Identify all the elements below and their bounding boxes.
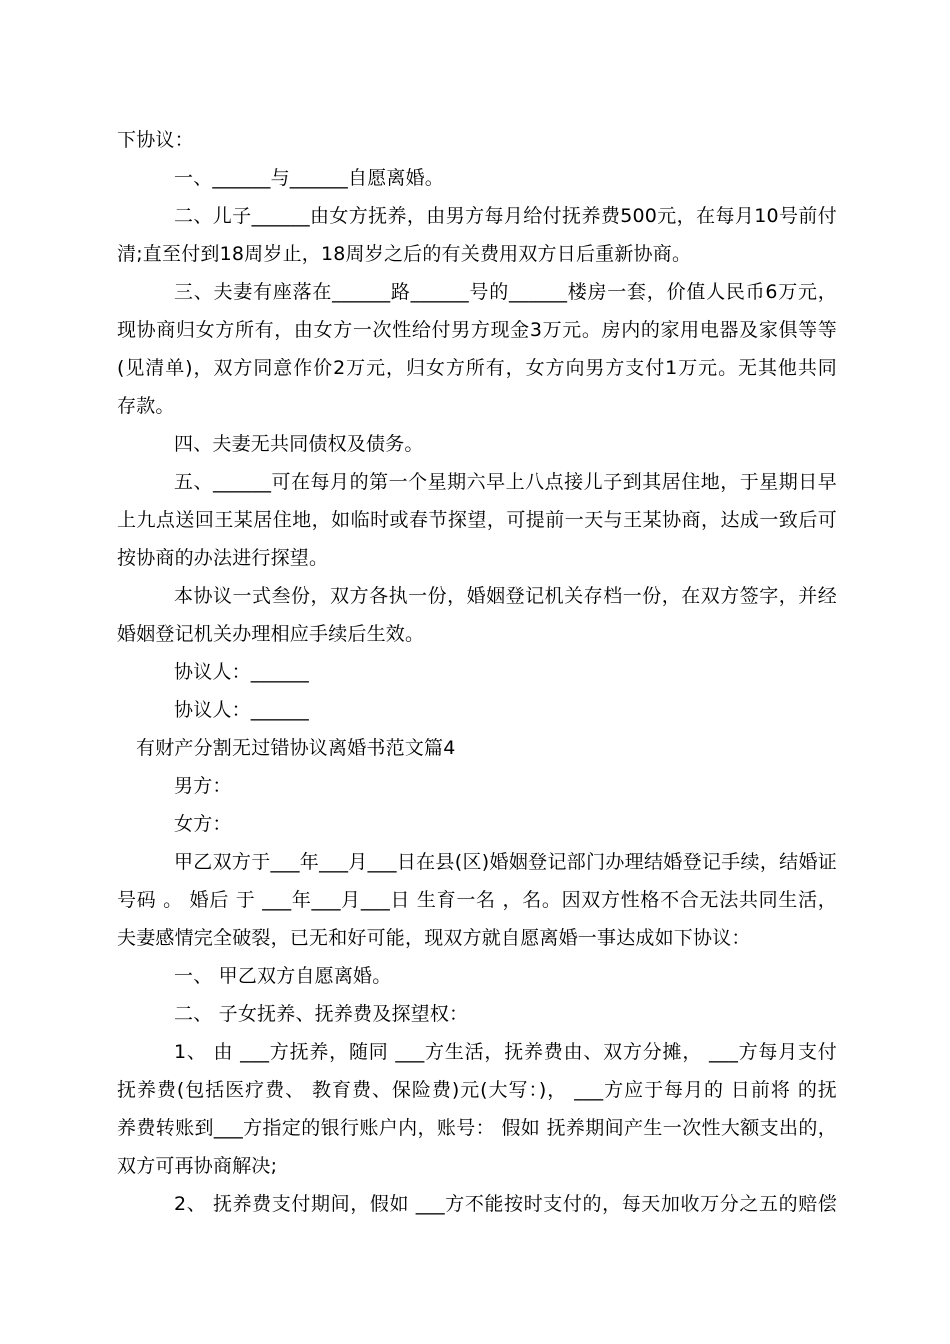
text-line: 号码 。 婚后 于 ___年___月___日 生育一名 ，名。因双方性格不合无法共同生活， (117, 889, 837, 911)
text-line: 清;直至付到18周岁止，18周岁之后的有关费用双方日后重新协商。 (117, 243, 692, 265)
party-label: 男方： (174, 775, 232, 797)
text-line: 存款。 (117, 395, 175, 417)
section-heading: 有财产分割无过错协议离婚书范文篇4 (136, 737, 456, 759)
text-line: 夫妻感情完全破裂，已无和好可能，现双方就自愿离婚一事达成如下协议： (117, 927, 751, 949)
text-line: 二、儿子______由女方抚养，由男方每月给付抚养费500元，在每月10号前付 (174, 205, 837, 227)
text-line: 抚养费(包括医疗费、 教育费、保险费)元(大写：)， ___方应于每月的 日前将 的抚 (117, 1079, 837, 1101)
signature-line: 协议人：______ (174, 699, 310, 721)
text-line: 下协议： (117, 129, 194, 151)
text-line: 三、夫妻有座落在______路______号的______楼房一套，价值人民币6万元， (174, 281, 837, 303)
text-line: 上九点送回王某居住地，如临时或春节探望，可提前一天与王某协商，达成一致后可 (117, 509, 837, 531)
party-label: 女方： (174, 813, 232, 835)
text-line: 甲乙双方于___年___月___日在县(区)婚姻登记部门办理结婚登记手续，结婚证 (174, 851, 837, 873)
text-line: 双方可再协商解决; (117, 1155, 278, 1177)
signature-line: 协议人：______ (174, 661, 310, 683)
text-line: 四、夫妻无共同债权及债务。 (174, 433, 424, 455)
text-line: 养费转账到___方指定的银行账户内，账号： 假如 抚养期间产生一次性大额支出的， (117, 1117, 837, 1139)
text-line: 按协商的办法进行探望。 (117, 547, 329, 569)
text-line: 1、 由 ___方抚养，随同 ___方生活，抚养费由、双方分摊， ___方每月支付 (174, 1041, 837, 1063)
text-line: 现协商归女方所有，由女方一次性给付男方现金3万元。房内的家用电器及家俱等等 (117, 319, 837, 341)
text-line: 2、 抚养费支付期间，假如 ___方不能按时支付的，每天加收万分之五的赔偿 (174, 1193, 837, 1215)
text-line: 五、______可在每月的第一个星期六早上八点接儿子到其居住地，于星期日早 (174, 471, 837, 493)
text-line: (见清单)，双方同意作价2万元，归女方所有，女方向男方支付1万元。无其他共同 (117, 357, 837, 379)
text-line: 二、 子女抚养、抚养费及探望权： (174, 1003, 469, 1025)
text-line: 婚姻登记机关办理相应手续后生效。 (117, 623, 425, 645)
text-line: 一、 甲乙双方自愿离婚。 (174, 965, 392, 987)
text-line: 本协议一式叁份，双方各执一份，婚姻登记机关存档一份，在双方签字，并经 (174, 585, 837, 607)
text-line: 一、______与______自愿离婚。 (174, 167, 445, 189)
